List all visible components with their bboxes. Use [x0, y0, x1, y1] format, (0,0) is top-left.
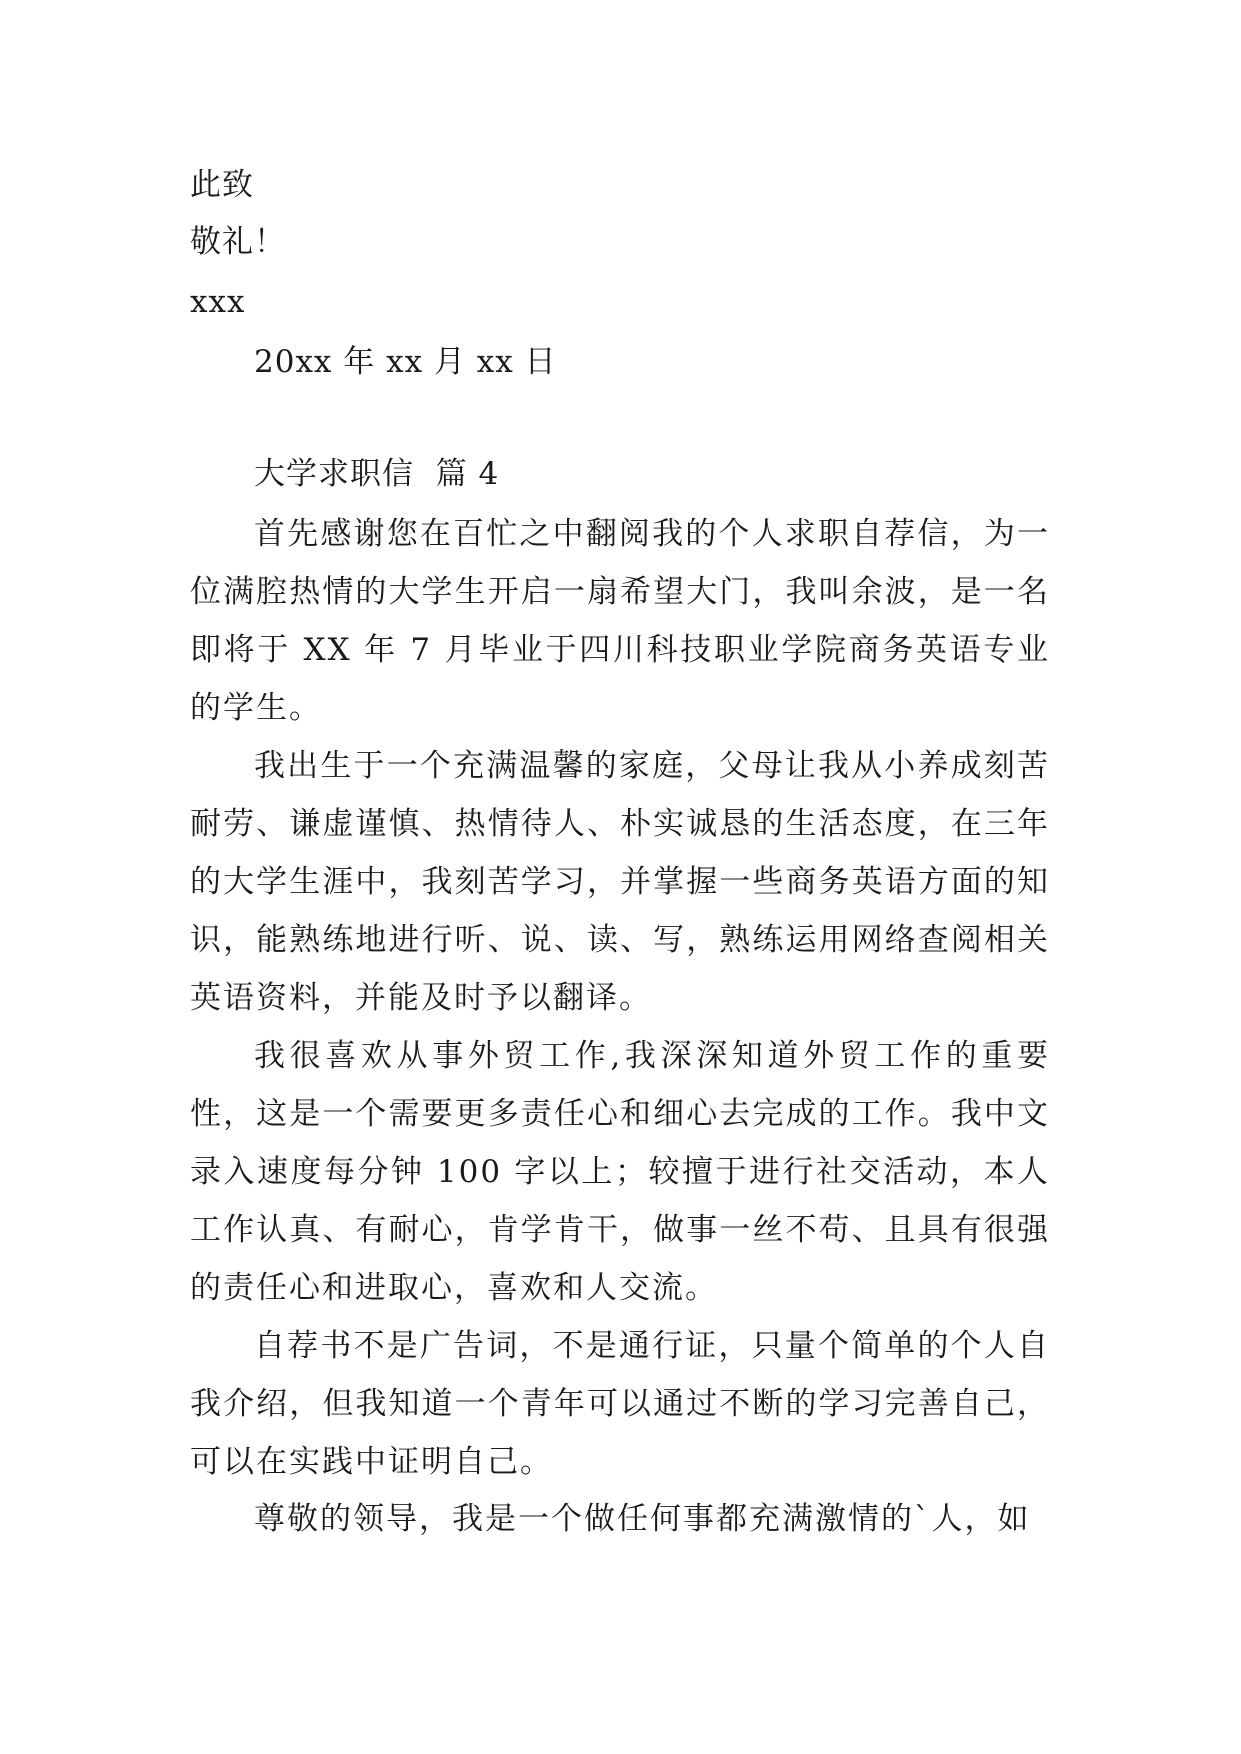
closing-salutation: 此致 — [190, 167, 254, 203]
letter-date: 20xx 年 xx 月 xx 日 — [254, 344, 557, 380]
paragraph-5: 尊敬的领导，我是一个做任何事都充满激情的`人，如 — [254, 1501, 1031, 1537]
paragraph-1: 首先感谢您在百忙之中翻阅我的个人求职自荐信，为一位满腔热情的大学生开启一扇希望大门，我叫余波，是一名即将于 XX 年 7 月毕业于四川科技职业学院商务英语专业的学生。 — [190, 516, 1050, 726]
signature: xxx — [190, 284, 246, 320]
closing-regards: 敬礼！ — [190, 224, 286, 260]
paragraph-4: 自荐书不是广告词，不是通行证，只量个简单的个人自我介绍，但我知道一个青年可以通过不断的学习完善自己，可以在实践中证明自己。 — [190, 1328, 1050, 1480]
paragraph-3: 我很喜欢从事外贸工作,我深深知道外贸工作的重要性，这是一个需要更多责任心和细心去完成的工作。我中文录入速度每分钟 100 字以上；较擅于进行社交活动，本人工作认真、有耐心，肯学肯干，做事一丝不苟、且具有很强的责任心和进取心，喜欢和人交流。 — [190, 1038, 1050, 1306]
section-title: 大学求职信 篇 4 — [254, 456, 500, 492]
paragraph-2: 我出生于一个充满温馨的家庭，父母让我从小养成刻苦耐劳、谦虚谨慎、热情待人、朴实诚恳的生活态度，在三年的大学生涯中，我刻苦学习，并掌握一些商务英语方面的知识，能熟练地进行听、说、读、写，熟练运用网络查阅相关英语资料，并能及时予以翻译。 — [190, 748, 1050, 1016]
